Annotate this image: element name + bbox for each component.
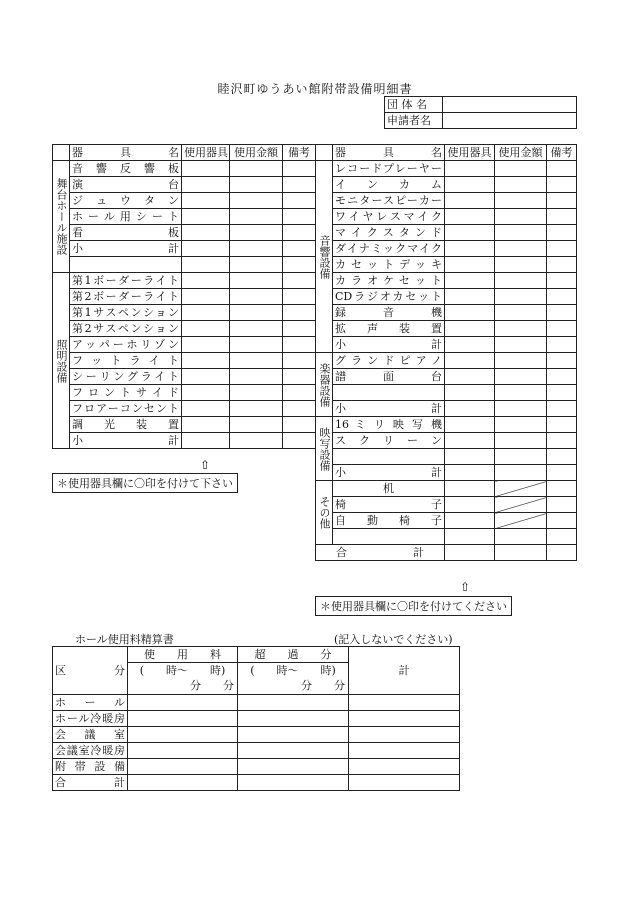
right-item-name: ダイナミックマイク	[333, 241, 445, 257]
right-use-cell[interactable]	[445, 353, 495, 369]
table-row	[53, 417, 316, 433]
right-item-name: カセットデッキ	[333, 257, 445, 273]
left-use-cell[interactable]	[182, 241, 230, 257]
left-amount-cell[interactable]	[230, 417, 283, 433]
left-item-name: フロアーコンセント	[70, 401, 182, 417]
right-category	[316, 481, 333, 545]
right-category-label: 音響設備	[318, 234, 331, 279]
table-row	[316, 401, 577, 417]
right-amount-cell[interactable]	[495, 433, 547, 449]
total-remarks-cell[interactable]	[547, 545, 577, 561]
right-header-use: 使用器具	[445, 145, 495, 161]
fee-table	[52, 646, 460, 791]
table-row	[53, 193, 316, 209]
table-row	[53, 385, 316, 401]
right-remarks-cell[interactable]	[547, 465, 577, 481]
applicant-label: 申請者名	[385, 113, 443, 129]
group-label: 団 体 名	[385, 97, 443, 113]
right-amount-cell[interactable]	[495, 481, 547, 497]
left-amount-cell[interactable]	[230, 177, 283, 193]
right-remarks-cell[interactable]	[547, 353, 577, 369]
right-use-cell[interactable]	[445, 481, 495, 497]
right-amount-cell[interactable]	[495, 209, 547, 225]
right-remarks-cell[interactable]	[547, 449, 577, 465]
table-row	[53, 225, 316, 241]
left-use-cell[interactable]	[182, 193, 230, 209]
right-item-name: マイクスタンド	[333, 225, 445, 241]
left-remarks-cell[interactable]	[283, 289, 316, 305]
right-amount-cell[interactable]	[495, 417, 547, 433]
left-item-name: 音 響 反 響 板	[70, 161, 182, 177]
table-row	[316, 433, 577, 449]
right-category-label: 映写設備	[318, 426, 331, 471]
left-use-cell[interactable]	[182, 257, 230, 273]
fee-over-minutes: 分 分	[301, 679, 345, 692]
left-category-label: 照明設備	[55, 338, 68, 383]
fee-row-label: ホール冷暖房	[53, 711, 128, 727]
fee-row	[53, 695, 460, 711]
table-row	[316, 321, 577, 337]
fee-use-cell[interactable]	[128, 743, 238, 759]
right-remarks-cell[interactable]	[547, 433, 577, 449]
right-amount-cell[interactable]	[495, 161, 547, 177]
fee-over-time: ( 時～ 時)	[250, 664, 336, 677]
fee-total-cell[interactable]	[349, 727, 460, 743]
right-item-name: レコードプレーヤー	[333, 161, 445, 177]
right-use-cell[interactable]	[445, 449, 495, 465]
fee-row-label: 会 議 室	[53, 727, 128, 743]
left-remarks-cell[interactable]	[283, 385, 316, 401]
right-amount-cell[interactable]	[495, 193, 547, 209]
left-remarks-cell[interactable]	[283, 369, 316, 385]
right-category	[316, 161, 333, 353]
fee-use-label: 使 用 料	[128, 647, 237, 663]
right-remarks-cell[interactable]	[547, 401, 577, 417]
right-use-cell[interactable]	[445, 529, 495, 545]
left-use-cell[interactable]	[182, 161, 230, 177]
left-use-cell[interactable]	[182, 209, 230, 225]
fee-total-cell[interactable]	[349, 711, 460, 727]
right-use-cell[interactable]	[445, 369, 495, 385]
right-remarks-cell[interactable]	[547, 209, 577, 225]
right-amount-cell[interactable]	[495, 321, 547, 337]
left-item-name: 小 計	[70, 241, 182, 257]
left-remarks-cell[interactable]	[283, 257, 316, 273]
left-remarks-cell[interactable]	[283, 321, 316, 337]
left-remarks-cell[interactable]	[283, 433, 316, 449]
left-amount-cell[interactable]	[230, 385, 283, 401]
total-amount-cell[interactable]	[495, 545, 547, 561]
fee-use-cell[interactable]	[128, 759, 238, 775]
left-use-cell[interactable]	[182, 177, 230, 193]
right-remarks-cell[interactable]	[547, 481, 577, 497]
left-remarks-cell[interactable]	[283, 353, 316, 369]
fee-row	[53, 775, 460, 791]
left-header-use: 使用器具	[182, 145, 230, 161]
fee-total-cell[interactable]	[349, 743, 460, 759]
left-header-amount: 使用金額	[230, 145, 283, 161]
table-row	[316, 305, 577, 321]
right-amount-cell[interactable]	[495, 449, 547, 465]
table-row	[316, 465, 577, 481]
fee-row	[53, 711, 460, 727]
right-note: ＊使用器具欄に〇印を付けてください	[315, 596, 512, 616]
table-row	[316, 337, 577, 353]
left-amount-cell[interactable]	[230, 401, 283, 417]
fee-row-label: ホ ー ル	[53, 695, 128, 711]
table-row	[53, 273, 316, 289]
right-remarks-cell[interactable]	[547, 385, 577, 401]
right-use-cell[interactable]	[445, 177, 495, 193]
left-remarks-cell[interactable]	[283, 161, 316, 177]
table-row	[316, 257, 577, 273]
table-row	[316, 241, 577, 257]
fee-note: (記入しないでください)	[334, 633, 453, 646]
fee-row	[53, 759, 460, 775]
right-amount-cell[interactable]	[495, 289, 547, 305]
right-item-name: モニタースピーカー	[333, 193, 445, 209]
left-item-name: 第1サスペンション	[70, 305, 182, 321]
left-amount-cell[interactable]	[230, 321, 283, 337]
right-use-cell[interactable]	[445, 337, 495, 353]
right-use-cell[interactable]	[445, 161, 495, 177]
right-item-name: ワイヤレスマイク	[333, 209, 445, 225]
left-use-cell[interactable]	[182, 369, 230, 385]
right-remarks-cell[interactable]	[547, 305, 577, 321]
left-amount-cell[interactable]	[230, 209, 283, 225]
table-row	[53, 241, 316, 257]
left-amount-cell[interactable]	[230, 433, 283, 449]
fee-use-cell[interactable]	[128, 775, 238, 791]
table-row	[53, 369, 316, 385]
total-row	[316, 545, 577, 561]
right-amount-cell[interactable]	[495, 401, 547, 417]
left-category	[53, 161, 70, 273]
fee-over-cell[interactable]	[238, 759, 349, 775]
table-row	[316, 513, 577, 529]
right-amount-cell[interactable]	[495, 369, 547, 385]
right-amount-cell[interactable]	[495, 273, 547, 289]
left-use-cell[interactable]	[182, 417, 230, 433]
fee-use-cell[interactable]	[128, 711, 238, 727]
table-row	[53, 161, 316, 177]
left-amount-cell[interactable]	[230, 241, 283, 257]
right-remarks-cell[interactable]	[547, 417, 577, 433]
left-remarks-cell[interactable]	[283, 209, 316, 225]
left-use-cell[interactable]	[182, 225, 230, 241]
right-header-name: 器 具 名	[333, 145, 445, 161]
right-amount-cell[interactable]	[495, 337, 547, 353]
right-item-name	[333, 385, 445, 401]
table-row	[316, 449, 577, 465]
left-header-remarks: 備考	[283, 145, 316, 161]
left-amount-cell[interactable]	[230, 353, 283, 369]
right-use-cell[interactable]	[445, 417, 495, 433]
fee-row-label: 会議室冷暖房	[53, 743, 128, 759]
left-remarks-cell[interactable]	[283, 337, 316, 353]
right-item-name: ス ク リ ー ン	[333, 433, 445, 449]
table-row	[53, 321, 316, 337]
right-use-cell[interactable]	[445, 321, 495, 337]
table-row	[53, 433, 316, 449]
left-remarks-cell[interactable]	[283, 177, 316, 193]
left-arrow-up-icon: ⇧	[200, 458, 211, 472]
right-item-name: 小 計	[333, 401, 445, 417]
right-remarks-cell[interactable]	[547, 369, 577, 385]
left-item-name: フ ッ ト ラ イ ト	[70, 353, 182, 369]
left-use-cell[interactable]	[182, 305, 230, 321]
table-row	[316, 481, 577, 497]
left-item-name: 小 計	[70, 433, 182, 449]
table-row	[53, 353, 316, 369]
fee-row-label: 合 計	[53, 775, 128, 791]
table-row	[316, 369, 577, 385]
table-row	[316, 273, 577, 289]
left-item-name: ホール用シート	[70, 209, 182, 225]
left-use-cell[interactable]	[182, 321, 230, 337]
total-label: 合 計	[316, 545, 445, 561]
left-equipment-table	[52, 144, 316, 449]
fee-over-label: 超 過 分	[238, 647, 348, 663]
left-item-name: ジ ュ ウ タ ン	[70, 193, 182, 209]
fee-use-minutes: 分 分	[190, 679, 234, 692]
right-category-label: その他	[318, 496, 331, 529]
left-amount-cell[interactable]	[230, 369, 283, 385]
table-row	[53, 337, 316, 353]
fee-row	[53, 743, 460, 759]
right-arrow-up-icon: ⇧	[460, 580, 471, 594]
right-use-cell[interactable]	[445, 193, 495, 209]
left-item-name: 看 板	[70, 225, 182, 241]
left-amount-cell[interactable]	[230, 225, 283, 241]
page-title: 睦沢町ゆうあい館附帯設備明細書	[217, 82, 413, 96]
right-item-name: CDラジオカセット	[333, 289, 445, 305]
left-item-name: フ ロ ン ト サ イ ド	[70, 385, 182, 401]
fee-use-cell[interactable]	[128, 695, 238, 711]
fee-col-total: 計	[349, 647, 460, 695]
table-row	[53, 289, 316, 305]
table-row	[316, 353, 577, 369]
right-use-cell[interactable]	[445, 241, 495, 257]
fee-use-time: ( 時～ 時)	[139, 664, 226, 677]
table-row	[53, 305, 316, 321]
right-use-cell[interactable]	[445, 225, 495, 241]
right-item-name	[333, 449, 445, 465]
left-item-name: 第2ボーダーライト	[70, 289, 182, 305]
right-remarks-cell[interactable]	[547, 257, 577, 273]
right-amount-cell[interactable]	[495, 353, 547, 369]
left-use-cell[interactable]	[182, 289, 230, 305]
table-row	[53, 257, 316, 273]
right-remarks-cell[interactable]	[547, 273, 577, 289]
right-category	[316, 353, 333, 417]
table-row	[316, 497, 577, 513]
fee-row	[53, 727, 460, 743]
left-item-name: 調 光 装 置	[70, 417, 182, 433]
fee-total-cell[interactable]	[349, 775, 460, 791]
right-remarks-cell[interactable]	[547, 321, 577, 337]
left-item-name: 第1ボーダーライト	[70, 273, 182, 289]
table-row	[316, 209, 577, 225]
right-category-label: 楽器設備	[318, 362, 331, 407]
left-remarks-cell[interactable]	[283, 225, 316, 241]
total-use-cell[interactable]	[445, 545, 495, 561]
table-row	[316, 289, 577, 305]
left-category-label: 舞台ホール施設	[55, 178, 68, 255]
fee-use-cell[interactable]	[128, 727, 238, 743]
fee-over-cell[interactable]	[238, 727, 349, 743]
right-remarks-cell[interactable]	[547, 161, 577, 177]
right-item-name: カラオケセット	[333, 273, 445, 289]
right-remarks-cell[interactable]	[547, 289, 577, 305]
left-item-name: 演 台	[70, 177, 182, 193]
right-amount-cell[interactable]	[495, 465, 547, 481]
left-amount-cell[interactable]	[230, 257, 283, 273]
table-row	[316, 529, 577, 545]
left-note: ＊使用器具欄に〇印を付けて下さい	[52, 473, 238, 493]
fee-over-cell[interactable]	[238, 775, 349, 791]
right-use-cell[interactable]	[445, 305, 495, 321]
right-item-name: 拡 声 装 置	[333, 321, 445, 337]
right-item-name: 譜 面 台	[333, 369, 445, 385]
right-use-cell[interactable]	[445, 433, 495, 449]
right-item-name: 16 ミ リ 映 写 機	[333, 417, 445, 433]
table-row	[53, 209, 316, 225]
right-remarks-cell[interactable]	[547, 497, 577, 513]
right-use-cell[interactable]	[445, 465, 495, 481]
fee-over-cell[interactable]	[238, 743, 349, 759]
table-row	[316, 177, 577, 193]
right-remarks-cell[interactable]	[547, 225, 577, 241]
left-use-cell[interactable]	[182, 273, 230, 289]
fee-col-use	[128, 647, 238, 695]
fee-over-cell[interactable]	[238, 695, 349, 711]
left-header-spacer	[53, 145, 70, 161]
right-remarks-cell[interactable]	[547, 241, 577, 257]
right-item-name: 録 音 機	[333, 305, 445, 321]
applicant-field[interactable]	[443, 113, 577, 129]
right-use-cell[interactable]	[445, 273, 495, 289]
table-row	[316, 193, 577, 209]
fee-col-division: 区 分	[53, 647, 128, 695]
left-remarks-cell[interactable]	[283, 273, 316, 289]
left-header-name: 器 具 名	[70, 145, 182, 161]
right-header-amount: 使用金額	[495, 145, 547, 161]
right-amount-cell[interactable]	[495, 497, 547, 513]
right-use-cell[interactable]	[445, 385, 495, 401]
right-item-name	[333, 529, 445, 545]
left-item-name: アッパーホリゾン	[70, 337, 182, 353]
left-amount-cell[interactable]	[230, 161, 283, 177]
right-remarks-cell[interactable]	[547, 337, 577, 353]
table-row	[316, 225, 577, 241]
right-use-cell[interactable]	[445, 209, 495, 225]
right-amount-cell[interactable]	[495, 177, 547, 193]
left-remarks-cell[interactable]	[283, 401, 316, 417]
left-amount-cell[interactable]	[230, 337, 283, 353]
right-category	[316, 417, 333, 481]
right-remarks-cell[interactable]	[547, 513, 577, 529]
right-amount-cell[interactable]	[495, 529, 547, 545]
left-use-cell[interactable]	[182, 337, 230, 353]
right-amount-cell[interactable]	[495, 385, 547, 401]
left-use-cell[interactable]	[182, 353, 230, 369]
left-amount-cell[interactable]	[230, 193, 283, 209]
left-use-cell[interactable]	[182, 401, 230, 417]
right-remarks-cell[interactable]	[547, 529, 577, 545]
fee-total-cell[interactable]	[349, 759, 460, 775]
fee-row-label: 附 帯 設 備	[53, 759, 128, 775]
left-remarks-cell[interactable]	[283, 417, 316, 433]
left-use-cell[interactable]	[182, 433, 230, 449]
right-header-remarks: 備考	[547, 145, 577, 161]
left-item-name	[70, 257, 182, 273]
right-item-name: 椅 子	[333, 497, 445, 513]
left-amount-cell[interactable]	[230, 305, 283, 321]
table-row	[316, 417, 577, 433]
right-amount-cell[interactable]	[495, 305, 547, 321]
right-use-cell[interactable]	[445, 513, 495, 529]
right-use-cell[interactable]	[445, 257, 495, 273]
fee-title: ホール使用料精算書	[75, 633, 174, 646]
applicant-table	[384, 96, 577, 129]
right-item-name: イ ン カ ム	[333, 177, 445, 193]
right-remarks-cell[interactable]	[547, 193, 577, 209]
right-equipment-table	[315, 144, 577, 561]
left-remarks-cell[interactable]	[283, 241, 316, 257]
table-row	[53, 401, 316, 417]
table-row	[316, 161, 577, 177]
right-amount-cell[interactable]	[495, 257, 547, 273]
right-use-cell[interactable]	[445, 497, 495, 513]
right-item-name: 小 計	[333, 337, 445, 353]
right-item-name: 自 動 椅 子	[333, 513, 445, 529]
left-remarks-cell[interactable]	[283, 305, 316, 321]
left-item-name: 第2サスペンション	[70, 321, 182, 337]
right-header-spacer	[316, 145, 333, 161]
right-amount-cell[interactable]	[495, 241, 547, 257]
left-category	[53, 273, 70, 449]
table-row	[316, 385, 577, 401]
right-amount-cell[interactable]	[495, 225, 547, 241]
right-amount-cell[interactable]	[495, 513, 547, 529]
left-amount-cell[interactable]	[230, 273, 283, 289]
left-amount-cell[interactable]	[230, 289, 283, 305]
left-use-cell[interactable]	[182, 385, 230, 401]
right-item-name: 小 計	[333, 465, 445, 481]
right-item-name: グランドピアノ	[333, 353, 445, 369]
left-item-name: シーリングライト	[70, 369, 182, 385]
fee-total-cell[interactable]	[349, 695, 460, 711]
right-use-cell[interactable]	[445, 401, 495, 417]
table-row	[53, 177, 316, 193]
right-remarks-cell[interactable]	[547, 177, 577, 193]
right-item-name: 机	[333, 481, 445, 497]
right-use-cell[interactable]	[445, 289, 495, 305]
group-field[interactable]	[443, 97, 577, 113]
fee-col-over	[238, 647, 349, 695]
fee-over-cell[interactable]	[238, 711, 349, 727]
left-remarks-cell[interactable]	[283, 193, 316, 209]
